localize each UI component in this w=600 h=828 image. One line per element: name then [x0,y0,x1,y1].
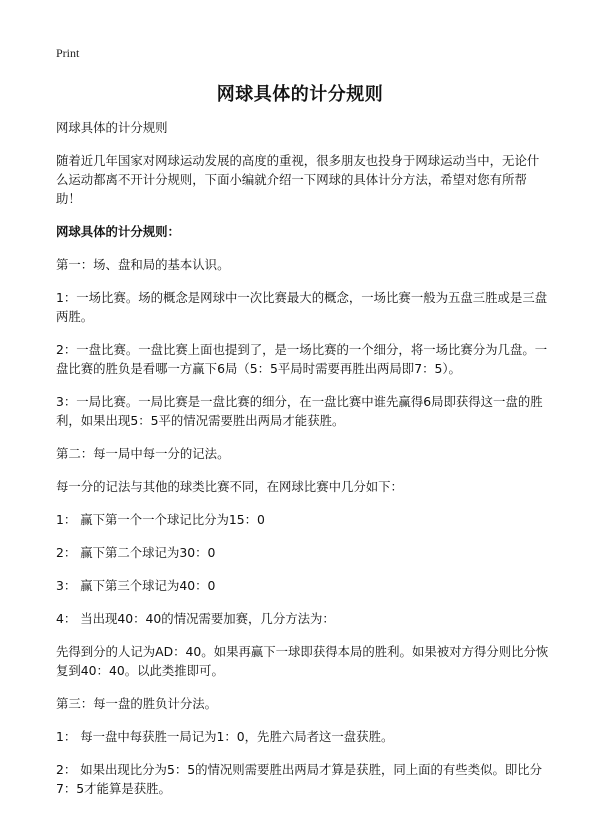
article-body [56,118,550,812]
paragraph-deuce: 4： 当出现40：40的情况需要加赛，几分方法为： [56,611,335,626]
article-subtitle: 网球具体的计分规则 [56,120,168,135]
paragraph-match: 1：一场比赛。场的概念是网球中一次比赛最大的概念，一场比赛一般为五盘三胜或是三盘两胜。 [56,290,548,324]
intro-paragraph: 随着近几年国家对网球运动发展的高度的重视，很多朋友也投身于网球运动当中，无论什么运动都离不开计分规则，下面小编就介绍一下网球的具体计分方法，希望对您有所帮助！ [56,153,540,206]
paragraph-set-scoring-heading: 第三：每一盘的胜负计分法。 [56,696,218,711]
paragraph-point-scoring-heading: 第二：每一局中每一分的记法。 [56,446,230,461]
paragraph-game: 3：一局比赛。一局比赛是一盘比赛的细分，在一盘比赛中谁先赢得6局即获得这一盘的胜利，如果出现5：5平的情况需要胜出两局才能获胜。 [56,394,543,428]
paragraph-point-scoring-intro: 每一分的记法与其他的球类比赛不同，在网球比赛中几分如下： [56,479,403,494]
paragraph-point-2: 2： 赢下第二个球记为30：0 [56,545,216,560]
page-title: 网球具体的计分规则 [216,84,384,105]
paragraph-advantage: 先得到分的人记为AD：40。如果再赢下一球即获得本局的胜利。如果被对方得分则比分恢复到40：40。以此类推即可。 [56,644,549,678]
paragraph-set: 2：一盘比赛。一盘比赛上面也提到了，是一场比赛的一个细分，将一场比赛分为几盘。一盘比赛的胜负是看哪一方赢下6局（5：5平局时需要再胜出两局即7：5）。 [56,342,548,376]
paragraph-basic-concepts: 第一：场、盘和局的基本认识。 [56,257,230,272]
paragraph-set-rule-2: 2： 如果出现比分为5：5的情况则需要胜出两局才算是获胜，同上面的有些类似。即比分7：5才能算是获胜。 [56,762,543,796]
paragraph-point-1: 1： 赢下第一个一个球记比分为15：0 [56,512,265,527]
print-link[interactable]: Print [56,46,80,60]
rules-heading: 网球具体的计分规则： [56,224,180,239]
paragraph-point-3: 3： 赢下第三个球记为40：0 [56,578,216,593]
paragraph-set-rule-1: 1： 每一盘中每获胜一局记为1：0，先胜六局者这一盘获胜。 [56,729,394,744]
